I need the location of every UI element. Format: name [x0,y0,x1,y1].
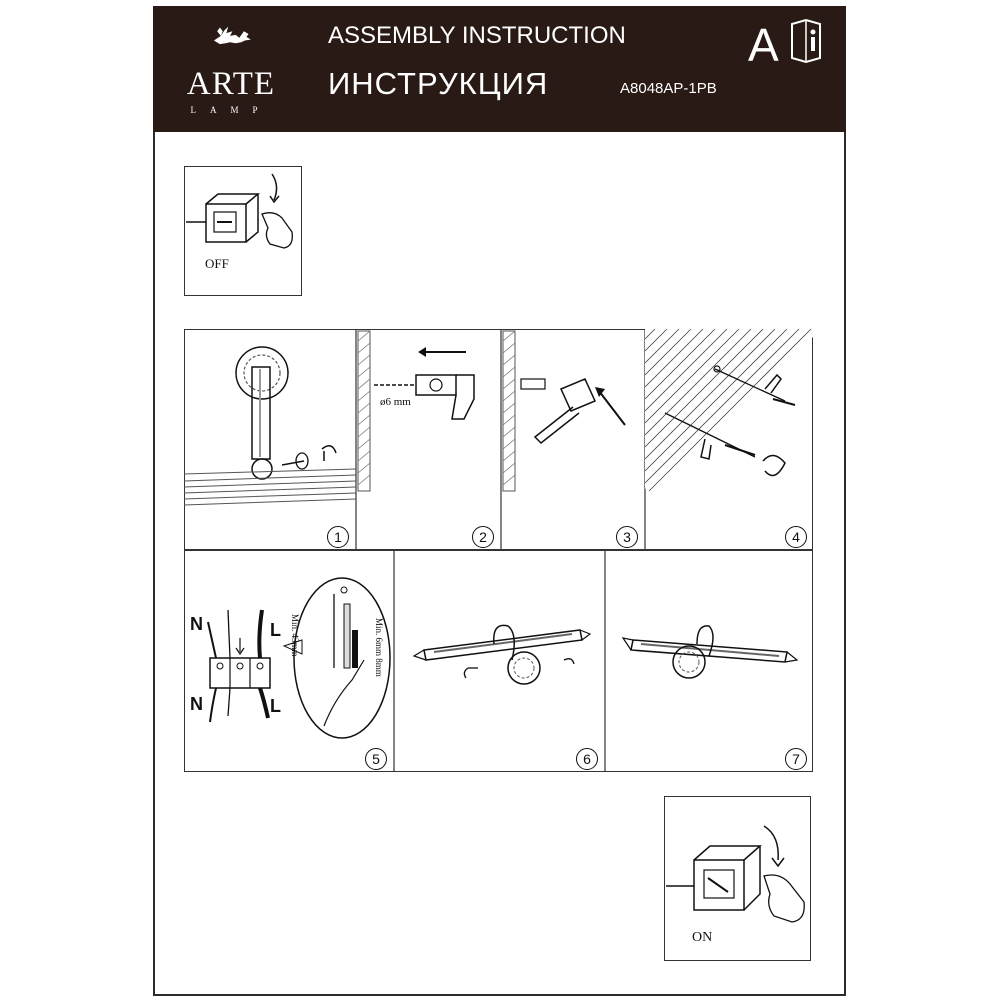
step-number-2: 2 [472,526,494,548]
brand-subtitle: LAMP [190,105,272,115]
step-number-6: 6 [576,748,598,770]
step7-finished-lamp-illustration [605,550,813,772]
drill-size-label: ø6 mm [380,396,411,408]
step6-lamp-assembly-illustration [394,550,605,772]
min-length-label: Min. 43mm [290,614,300,657]
on-caption: ON [692,930,713,945]
power-switch-on-illustration [664,796,811,936]
wire-n-top: N [190,614,203,634]
wire-n-bottom: N [190,694,203,714]
wire-l-top: L [270,620,281,640]
strip-length-label: Min. 6mm 8mm [374,618,384,677]
wire-l-bottom: L [270,696,281,716]
step-number-3: 3 [616,526,638,548]
step-number-4: 4 [785,526,807,548]
step-number-7: 7 [785,748,807,770]
step5-wiring-illustration [184,550,394,772]
off-caption: OFF [205,256,229,271]
title-russian: ИНСТРУКЦИЯ [328,66,549,101]
model-number: A8048AP-1PB [620,80,717,97]
step-number-1: 1 [327,526,349,548]
brand-name: ARTE [186,66,276,102]
step-number-5: 5 [365,748,387,770]
language-mark: A [748,19,779,71]
title-english: ASSEMBLY INSTRUCTION [328,22,626,49]
